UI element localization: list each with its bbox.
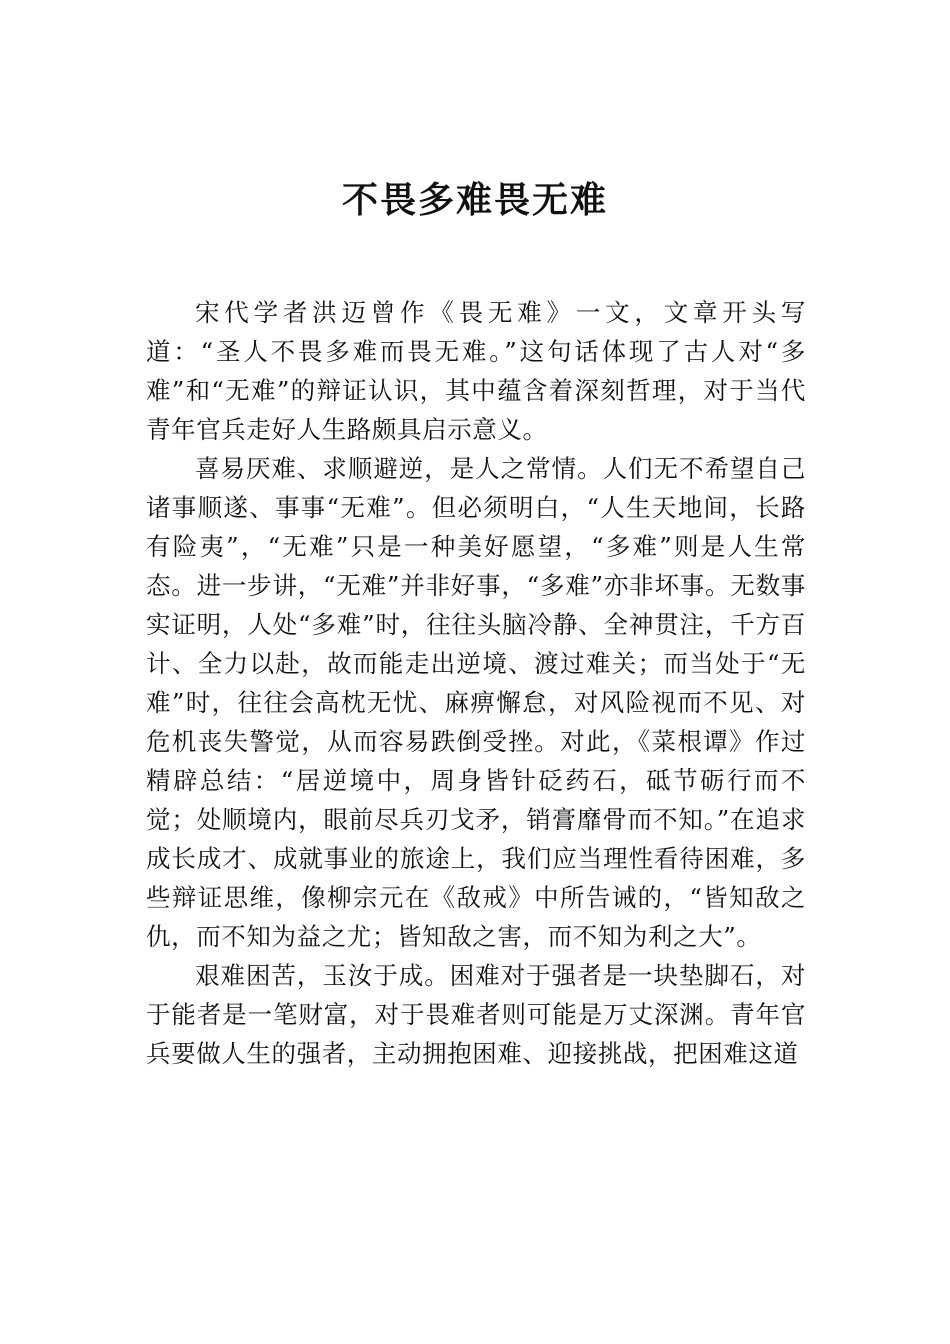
paragraph-3: 艰难困苦，玉汝于成。困难对于强者是一块垫脚石，对于能者是一笔财富，对于畏难者则可能是万丈深渊。青年官兵要做人生的强者，主动拥抱困难、迎接挑战，把困难这道	[146, 961, 806, 1068]
article-body	[146, 293, 806, 1073]
paragraph-1: 宋代学者洪迈曾作《畏无难》一文，文章开头写道：“圣人不畏多难而畏无难。”这句话体现了古人对“多难”和“无难”的辩证认识，其中蕴含着深刻哲理，对于当代青年官兵走好人生路颇具启示意义。	[146, 298, 806, 444]
paragraph-2: 喜易厌难、求顺避逆，是人之常情。人们无不希望自己诸事顺遂、事事“无难”。但必须明白，“人生天地间，长路有险夷”，“无难”只是一种美好愿望，“多难”则是人生常态。进一步讲，“无难”并非好事，“多难”亦非坏事。无数事实证明，人处“多难”时，往往头脑冷静、全神贯注，千方百计、全力以赴，故而能走出逆境、渡过难关；而当处于“无难”时，往往会高枕无忧、麻痹懈怠，对风险视而不见、对危机丧失警觉，从而容易跌倒受挫。对此，《菜根谭》作过精辟总结：“居逆境中，周身皆针砭药石，砥节砺行而不觉；处顺境内，眼前尽兵刃戈矛，销膏靡骨而不知。”在追求成长成才、成就事业的旅途上，我们应当理性看待困难，多些辩证思维，像柳宗元在《敌戒》中所告诫的，“皆知敌之仇，而不知为益之尤；皆知敌之害，而不知为利之大”。	[146, 454, 806, 951]
page-title: 不畏多难畏无难	[341, 179, 608, 221]
